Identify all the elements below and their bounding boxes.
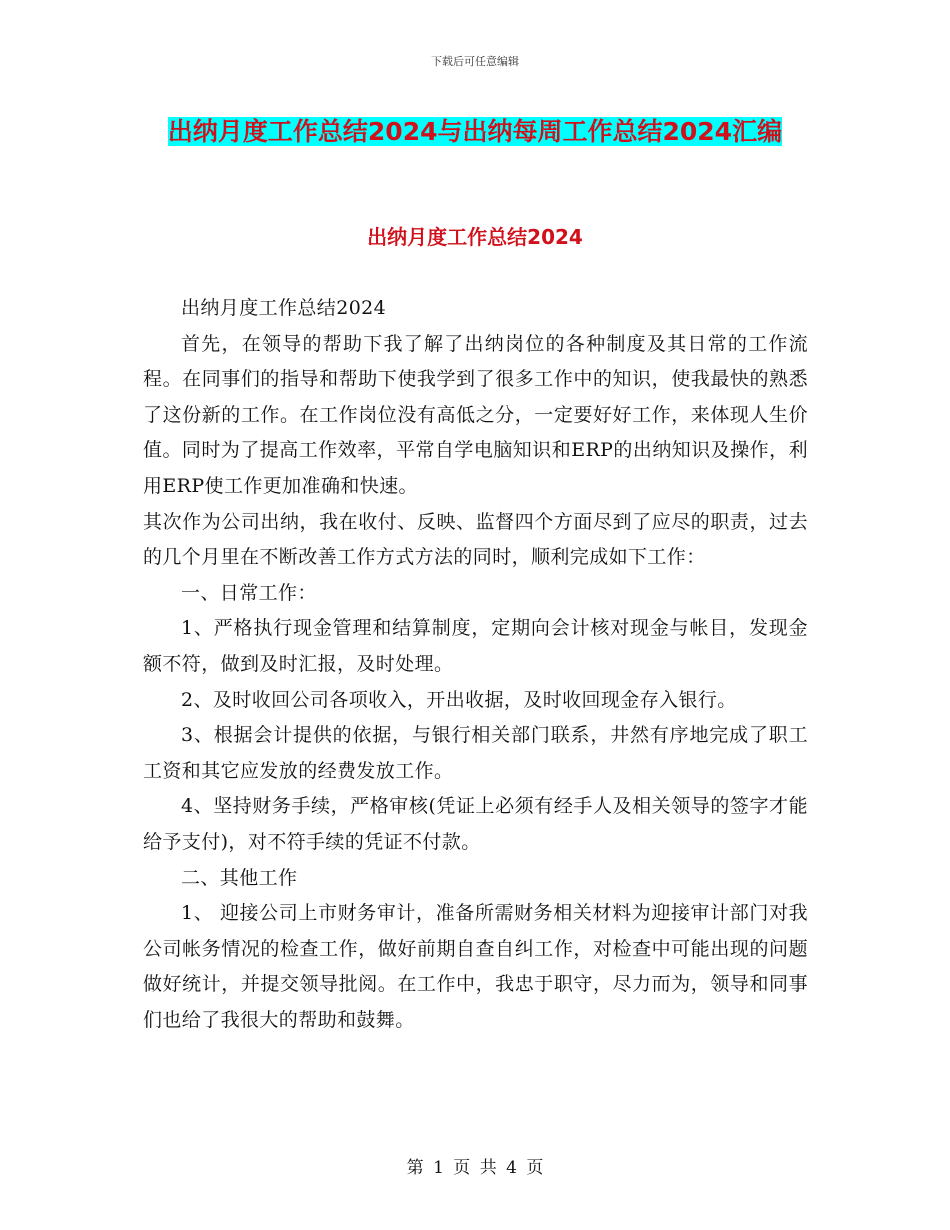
document-title: [140, 108, 810, 156]
paragraph: 二、其他工作: [181, 866, 298, 889]
paragraph: 出纳月度工作总结2024: [181, 297, 387, 319]
section-title: 出纳月度工作总结2024: [367, 225, 583, 249]
document-title-text: 出纳月度工作总结2024与出纳每周工作总结2024汇编: [167, 117, 783, 146]
document-body: [143, 291, 808, 1038]
paragraph: 其次作为公司出纳，我在收付、反映、监督四个方面尽到了应尽的职责，过去的几个月里在不断改善工作方式方法的同时，顺利完成如下工作：: [143, 510, 808, 569]
paragraph: 4、坚持财务手续，严格审核(凭证上必须有经手人及相关领导的签字才能给予支付)，对不符手续的凭证不付款。: [143, 795, 808, 853]
page-indicator: 第 1 页 共 4 页: [406, 1158, 544, 1178]
paragraph: 1、严格执行现金管理和结算制度，定期向会计核对现金与帐目，发现金额不符，做到及时汇报，及时处理。: [143, 617, 808, 675]
paragraph: 3、根据会计提供的依据，与银行相关部门联系，井然有序地完成了职工工资和其它应发放的经费发放工作。: [143, 724, 808, 782]
paragraph: 首先，在领导的帮助下我了解了出纳岗位的各种制度及其日常的工作流程。在同事们的指导和帮助下使我学到了很多工作中的知识，使我最快的熟悉了这份新的工作。在工作岗位没有高低之分，一定要好好工作，来体现人生价值。同时为了提高工作效率，平常自学电脑知识和ERP的出纳知识及操作，利用ERP使工作更加准确和快速。: [143, 332, 808, 497]
paragraph: 一、日常工作：: [181, 581, 317, 604]
paragraph: 2、及时收回公司各项收入，开出收据，及时收回现金存入银行。: [181, 688, 737, 711]
paragraph: 1、 迎接公司上市财务审计，准备所需财务相关材料为迎接审计部门对我公司帐务情况的检查工作，做好前期自查自纠工作，对检查中可能出现的问题做好统计，并提交领导批阅。在工作中，我忠于职守，尽力而为，领导和同事们也给了我很大的帮助和鼓舞。: [143, 902, 808, 1031]
header-note: 下载后可任意编辑: [431, 55, 519, 68]
